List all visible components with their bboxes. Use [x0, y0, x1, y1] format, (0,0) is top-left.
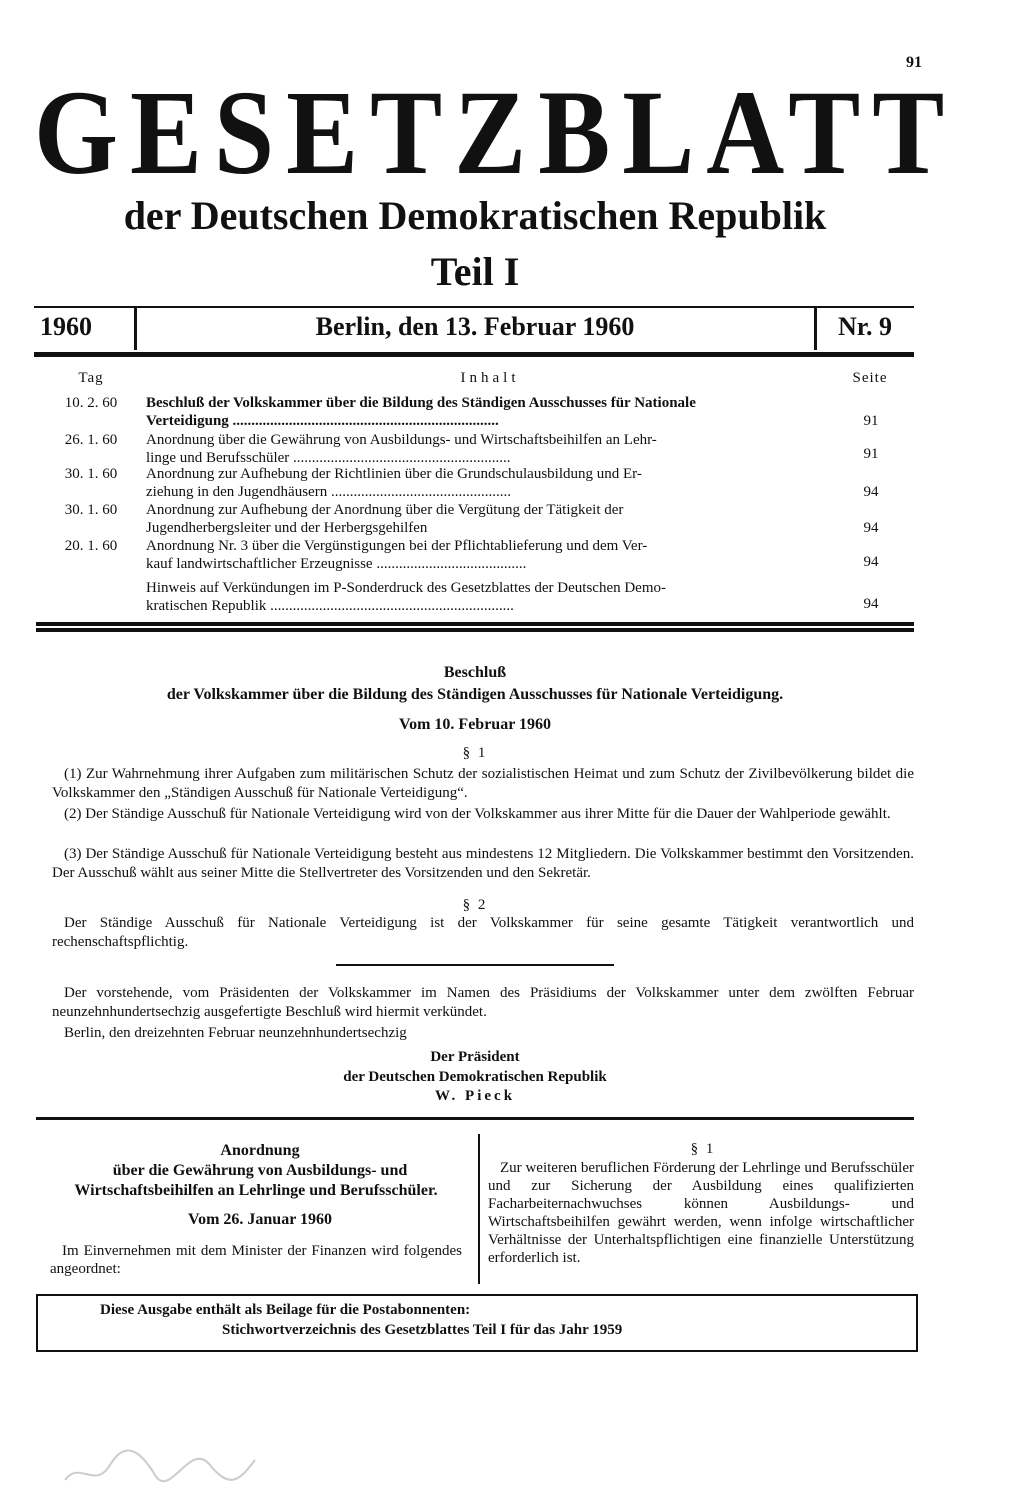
toc-entry-title: [146, 394, 810, 430]
toc-entry-title: [146, 579, 810, 615]
toc-col-day: Tag: [78, 370, 104, 386]
ordinance-title-line1: über die Gewährung von Ausbildungs- und: [112, 1162, 408, 1179]
toc-entry-line2: Jugendherbergsleiter und der Herbergsgehilfen: [146, 520, 428, 536]
ordinance-intro: Im Einvernehmen mit dem Minister der Finanzen wird folgendes angeordnet:: [50, 1243, 462, 1277]
toc-entry-title: [146, 501, 810, 537]
signature-title: Der Präsident: [430, 1049, 520, 1065]
ordinance-title-line2: Wirtschaftsbeihilfen an Lehrlinge und Berufsschüler.: [74, 1182, 438, 1199]
section-rule: [36, 1117, 914, 1120]
toc-entry-date: 26. 1. 60: [64, 432, 118, 448]
decision-heading: Beschluß: [443, 664, 507, 681]
ordinance-date: Vom 26. Januar 1960: [187, 1211, 333, 1228]
toc-entry-date: 30. 1. 60: [64, 502, 118, 518]
toc-entry-title: [146, 537, 810, 573]
masthead-subtitle: der Deutschen Demokratischen Republik: [123, 193, 827, 238]
toc-entry-line2: linge und Berufsschüler ..........................................................: [146, 450, 511, 466]
ordinance-section-1: § 1: [690, 1141, 716, 1157]
toc-entry-page: 94: [863, 596, 879, 612]
pencil-scribble-mark: [60, 1420, 260, 1500]
toc-entry-line1: Anordnung Nr. 3 über die Vergünstigungen bei der Pflichtablieferung und dem Ver-: [146, 538, 648, 554]
toc-entry-date: 20. 1. 60: [64, 538, 118, 554]
toc-entry-page: 91: [863, 446, 879, 462]
header-divider-right: [814, 308, 817, 350]
decision-paragraph-4: Der Ständige Ausschuß für Nationale Verteidigung ist der Volkskammer für seine gesamte Tätigkeit verantwortlich und rechenschaftspflichtig.: [52, 915, 914, 950]
masthead-title: GESETZBLATT: [34, 66, 957, 201]
masthead-part: Teil I: [430, 249, 520, 294]
toc-entry-date: 30. 1. 60: [64, 466, 118, 482]
ordinance-heading: Anordnung: [220, 1142, 300, 1159]
supplement-line1: Diese Ausgabe enthält als Beilage für die Postabonnenten:: [100, 1302, 471, 1318]
decision-paragraph-1: (1) Zur Wahrnehmung ihrer Aufgaben zum militärischen Schutz der sozialistischen Heimat und zum Schutz der Zivilbevölkerung bildet die Volkskammer den „Ständigen Ausschuß für Nationale Verteidigung“.: [52, 766, 914, 801]
toc-entry-page: 94: [863, 554, 879, 570]
decision-section-1: § 1: [462, 745, 488, 761]
decision-paragraph-3: (3) Der Ständige Ausschuß für Nationale Verteidigung besteht aus mindestens 12 Mitgliedern. Die Volkskammer bestimmt den Vorsitzenden. Der Ausschuß wählt aus seiner Mitte die Stellvertreter des Vorsitzenden und den Sekretär.: [52, 846, 914, 881]
toc-entry-title: [146, 465, 810, 501]
toc-entry-line1: Anordnung zur Aufhebung der Anordnung über die Vergütung der Tätigkeit der: [146, 502, 624, 518]
decision-date: Vom 10. Februar 1960: [399, 716, 551, 733]
toc-entry-line2: ziehung in den Jugendhäusern ................................................: [146, 484, 511, 500]
decision-paragraph-2: (2) Der Ständige Ausschuß für Nationale Verteidigung wird von der Volkskammer aus ihrer Mitte für die Dauer der Wahlperiode gewählt.: [64, 806, 891, 822]
toc-rule-top: [36, 622, 914, 626]
toc-rule-bottom: [36, 628, 914, 632]
signature-name: W. Pieck: [434, 1088, 516, 1104]
decision-section-2: § 2: [462, 897, 488, 913]
place-and-date: Berlin, den dreizehnten Februar neunzehnhundertsechzig: [64, 1025, 407, 1041]
decision-separator: [336, 964, 614, 966]
header-divider-left: [134, 308, 137, 350]
toc-entry-page: 94: [863, 484, 879, 500]
toc-col-content: Inhalt: [460, 370, 520, 386]
toc-entry-line2: kauf landwirtschaftlicher Erzeugnisse ........................................: [146, 556, 527, 572]
promulgation-text: Der vorstehende, vom Präsidenten der Volkskammer im Namen des Präsidiums der Volkskammer unter dem zwölften Februar neunzehnhundertsechzig ausgefertigte Beschluß wird hiermit verkündet.: [52, 985, 914, 1020]
toc-entry-title: [146, 431, 810, 467]
column-divider: [478, 1134, 480, 1284]
toc-entry-date: 10. 2. 60: [64, 395, 118, 411]
ordinance-section-1-text: Zur weiteren beruflichen Förderung der Lehrlinge und Berufsschüler und zur Sicherung der Ausbildung eines qualifizierten Facharbeiternachwuchses können Ausbildungs- und Wirtschaftsbeihilfen gewährt werden, wenn infolge wirtschaftlicher Verhältnisse der Unterhaltspflichtigen eine finanzielle Unterstützung erforderlich ist.: [488, 1160, 914, 1266]
toc-entry-page: 94: [863, 520, 879, 536]
issue-number: Nr. 9: [838, 312, 892, 341]
toc-entry-line2: Verteidigung .......................................................................: [146, 413, 499, 429]
toc-entry-page: 91: [863, 413, 879, 429]
toc-entry-line1: Anordnung zur Aufhebung der Richtlinien über die Grundschulausbildung und Er-: [146, 466, 642, 482]
decision-title: der Volkskammer über die Bildung des Ständigen Ausschusses für Nationale Verteidigung.: [166, 686, 784, 703]
toc-entry-line1: Beschluß der Volkskammer über die Bildung des Ständigen Ausschusses für Nationale: [146, 395, 696, 411]
toc-col-page: Seite: [852, 370, 888, 386]
issue-date: Berlin, den 13. Februar 1960: [315, 312, 635, 341]
issue-year: 1960: [40, 312, 92, 341]
toc-entry-line2: kratischen Republik .................................................................: [146, 598, 514, 614]
toc-entry-line1: Hinweis auf Verkündungen im P-Sonderdruck des Gesetzblattes der Deutschen Demo-: [146, 580, 667, 596]
toc-entry-line1: Anordnung über die Gewährung von Ausbildungs- und Wirtschaftsbeihilfen an Lehr-: [146, 432, 657, 448]
page-number: 91: [906, 54, 922, 71]
supplement-line2: Stichwortverzeichnis des Gesetzblattes Teil I für das Jahr 1959: [222, 1322, 623, 1338]
signature-office: der Deutschen Demokratischen Republik: [343, 1069, 607, 1085]
